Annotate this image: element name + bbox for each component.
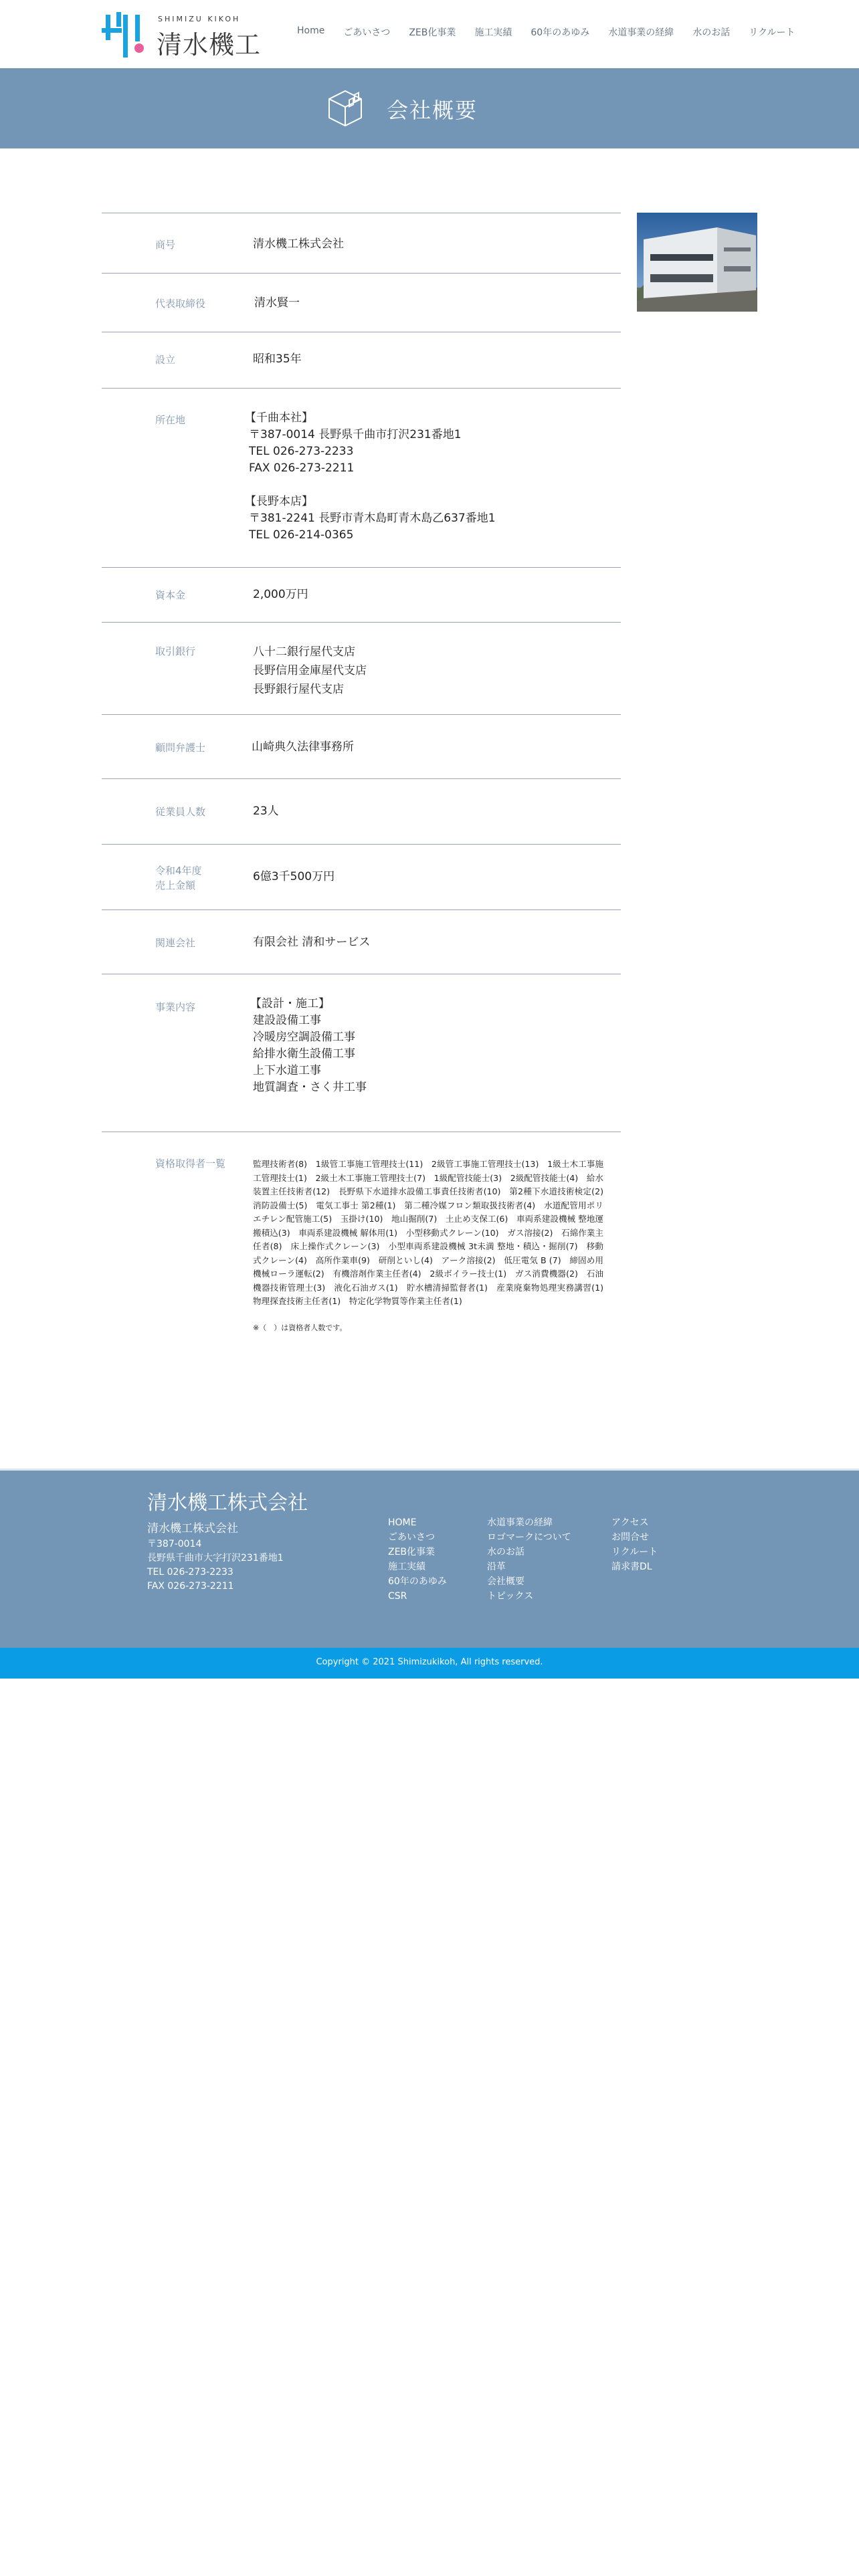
nav-water-business[interactable]: 水道事業の経緯	[608, 27, 674, 38]
qualification-list: 監理技術者(8) 1級管工事施工管理技士(11) 2級管工事施工管理技士(13) 1級土木工事施工管理技士(1) 2級土木工事施工管理技士(7) 1級配管技能士(3) 2級配管技能士(4) 給水装置主任技術者(12) 長野県下水道排水設備工事責任技術者(10) 第2種下水道技術検定(2) 消防設備士(5) 電気工事士 第2種(1) 第二種冷媒フロン類取扱技術者(4) 水道配管用ポリエチレン配管施工(5) 玉掛け(10) 地山掘削(7) 土止め支保工(6) 車両系建設機械 整地運搬積込(3) 車両系建設機械 解体用(1) 小型移動式クレーン(10) ガス溶接(2) 石綿作業主任者(8) 床上操作式クレーン(3) 小型車両系建設機械 3t未満 整地・積込・掘削(7) 移動式クレーン(4) 高所作業車(9) 研削といし(4) アーク溶接(2) 低圧電気 B (7) 締固め用機械ローラ運転(2) 有機溶剤作業主任者(4) 2級ボイラー技士(1) ガス消費機器(2) 石油機器技術管理士(3) 液化石油ガス(1) 貯水槽清掃監督者(1) 産業廃棄物処理実務講習(1) 物理探査技術主任者(1) 特定化学物質等作業主任者(1)	[253, 1159, 612, 1306]
footer-link-contact[interactable]: お問合せ	[611, 1532, 649, 1543]
footer-address-company: 清水機工株式会社	[147, 1522, 238, 1535]
footer-company-name: 清水機工株式会社	[147, 1491, 308, 1515]
row-value	[253, 869, 335, 885]
row-value	[253, 934, 370, 951]
value-line: 2,000万円	[253, 588, 308, 601]
row-value	[253, 586, 308, 603]
building-photo	[637, 213, 757, 312]
row-value	[252, 739, 354, 756]
value-line: 冷暖房空調設備工事	[253, 1031, 355, 1044]
site-header	[0, 0, 859, 68]
info-row-address	[102, 388, 621, 567]
main-nav	[288, 25, 805, 39]
value-line: 【千曲本社】	[245, 411, 313, 425]
value-line: 昭和35年	[253, 352, 302, 366]
footer-link-greeting[interactable]: ごあいさつ	[388, 1532, 435, 1543]
info-row-qualifications	[102, 1132, 621, 1372]
value-line: 八十二銀行屋代支店	[253, 645, 355, 659]
row-value	[253, 803, 279, 820]
value-line: 【長野本店】	[245, 495, 313, 508]
info-row-established	[102, 332, 621, 388]
row-label: 商号	[155, 239, 176, 251]
value-line: FAX 026-273-2211	[249, 461, 355, 475]
row-label: 資本金	[155, 589, 186, 601]
info-row-representative	[102, 273, 621, 332]
value-line: 〒381-2241 長野市青木島町青木島乙637番地1	[249, 512, 496, 525]
row-label: 資格取得者一覧	[155, 1158, 226, 1170]
nav-recruit[interactable]: リクルート	[749, 27, 795, 38]
nav-history[interactable]: 60年のあゆみ	[531, 27, 590, 38]
row-value	[250, 996, 367, 1096]
footer-link-invoice-dl[interactable]: 請求書DL	[611, 1562, 652, 1572]
footer-address-line: FAX 026-273-2211	[147, 1581, 234, 1592]
footer-link-home[interactable]: HOME	[388, 1517, 417, 1528]
value-line: 給排水衛生設備工事	[253, 1047, 355, 1061]
info-row-business	[102, 974, 621, 1132]
info-row-name	[102, 213, 621, 273]
row-value	[253, 351, 302, 368]
footer-address-line: 長野県千曲市大字打沢231番地1	[147, 1553, 284, 1564]
value-line: 有限会社 清和サービス	[253, 936, 371, 949]
building-photo-image	[637, 213, 757, 312]
footer-link-water-story[interactable]: 水のお話	[487, 1547, 524, 1558]
qualification-block	[253, 1158, 612, 1336]
value-line: 6億3千500万円	[253, 870, 335, 883]
footer-link-history[interactable]: 60年のあゆみ	[388, 1576, 447, 1587]
footer-nav-col-1	[388, 1515, 447, 1604]
value-line: 〒387-0014 長野県千曲市打沢231番地1	[249, 428, 462, 441]
nav-water-story[interactable]: 水のお話	[692, 27, 731, 38]
info-row-capital	[102, 567, 621, 622]
info-row-sales	[102, 844, 621, 909]
row-label: 取引銀行	[155, 645, 196, 657]
row-label: 所在地	[155, 414, 186, 426]
logo-text-en: SHIMIZU KIKOH	[158, 15, 241, 23]
footer-link-zeb[interactable]: ZEB化事業	[388, 1547, 436, 1558]
info-row-banks	[102, 622, 621, 714]
value-line: 【設計・施工】	[250, 997, 330, 1010]
value-line: 建設設備工事	[253, 1014, 321, 1027]
row-value	[253, 236, 344, 253]
copyright-bar	[0, 1648, 859, 1679]
value-line: 長野信用金庫屋代支店	[253, 664, 367, 677]
footer-link-chronology[interactable]: 沿革	[487, 1562, 506, 1572]
footer-link-csr[interactable]: CSR	[388, 1591, 407, 1602]
page-banner	[0, 68, 859, 148]
company-info-table	[102, 213, 621, 1372]
row-label: 令和4年度 売上金額	[155, 865, 202, 891]
footer-nav-col-3	[611, 1515, 658, 1574]
footer-divider	[0, 1469, 859, 1471]
footer-address	[147, 1522, 284, 1594]
copyright-text: Copyright © 2021 Shimizukikoh, All rights reserved.	[316, 1657, 543, 1667]
value-line: 地質調査・さく井工事	[253, 1081, 367, 1094]
info-row-employees	[102, 778, 621, 844]
footer-link-topics[interactable]: トピックス	[487, 1591, 534, 1602]
value-line: 長野銀行屋代支店	[253, 683, 344, 696]
row-label: 従業員人数	[155, 806, 206, 818]
nav-home[interactable]: Home	[297, 25, 325, 36]
value-line: TEL 026-273-2233	[249, 445, 354, 458]
footer-link-logo-mark[interactable]: ロゴマークについて	[487, 1532, 571, 1543]
footer-address-line: TEL 026-273-2233	[147, 1567, 233, 1578]
row-label: 顧問弁護士	[155, 742, 206, 754]
qualification-note: ※（ ）は資格者人数です。	[253, 1323, 347, 1332]
nav-greeting[interactable]: ごあいさつ	[343, 27, 391, 38]
building-cube-icon	[326, 88, 364, 127]
footer-link-access[interactable]: アクセス	[611, 1517, 649, 1528]
row-label: 事業内容	[155, 1001, 196, 1013]
footer-address-line: 〒387-0014	[147, 1539, 202, 1549]
value-line: 清水機工株式会社	[253, 237, 344, 251]
page-title: 会社概要	[387, 98, 478, 123]
nav-zeb[interactable]: ZEB化事業	[409, 27, 456, 38]
row-value	[253, 643, 367, 699]
footer-link-water-business[interactable]: 水道事業の経緯	[487, 1517, 553, 1528]
footer-link-works[interactable]: 施工実績	[388, 1562, 425, 1572]
footer-nav-col-2	[487, 1515, 571, 1604]
row-value	[245, 410, 496, 544]
value-line: 23人	[253, 804, 279, 818]
row-label: 設立	[155, 354, 176, 366]
row-value	[254, 295, 300, 312]
row-label: 代表取締役	[155, 298, 206, 310]
info-row-lawyer	[102, 714, 621, 778]
footer-link-company-profile[interactable]: 会社概要	[487, 1576, 524, 1587]
value-line: 上下水道工事	[253, 1064, 321, 1077]
footer-link-recruit[interactable]: リクルート	[611, 1547, 658, 1558]
nav-works[interactable]: 施工実績	[474, 27, 512, 38]
logo-text-ja: 清水機工	[157, 30, 262, 60]
value-line: 清水賢一	[254, 296, 300, 310]
value-line: TEL 026-214-0365	[249, 528, 354, 542]
info-row-affiliate	[102, 909, 621, 974]
value-line: 山崎典久法律事務所	[252, 740, 354, 754]
row-label: 関連会社	[155, 937, 196, 949]
site-footer	[0, 1469, 859, 1648]
site-logo[interactable]	[102, 9, 262, 60]
value-spacer	[245, 477, 496, 494]
logo-mark-icon	[102, 12, 147, 58]
